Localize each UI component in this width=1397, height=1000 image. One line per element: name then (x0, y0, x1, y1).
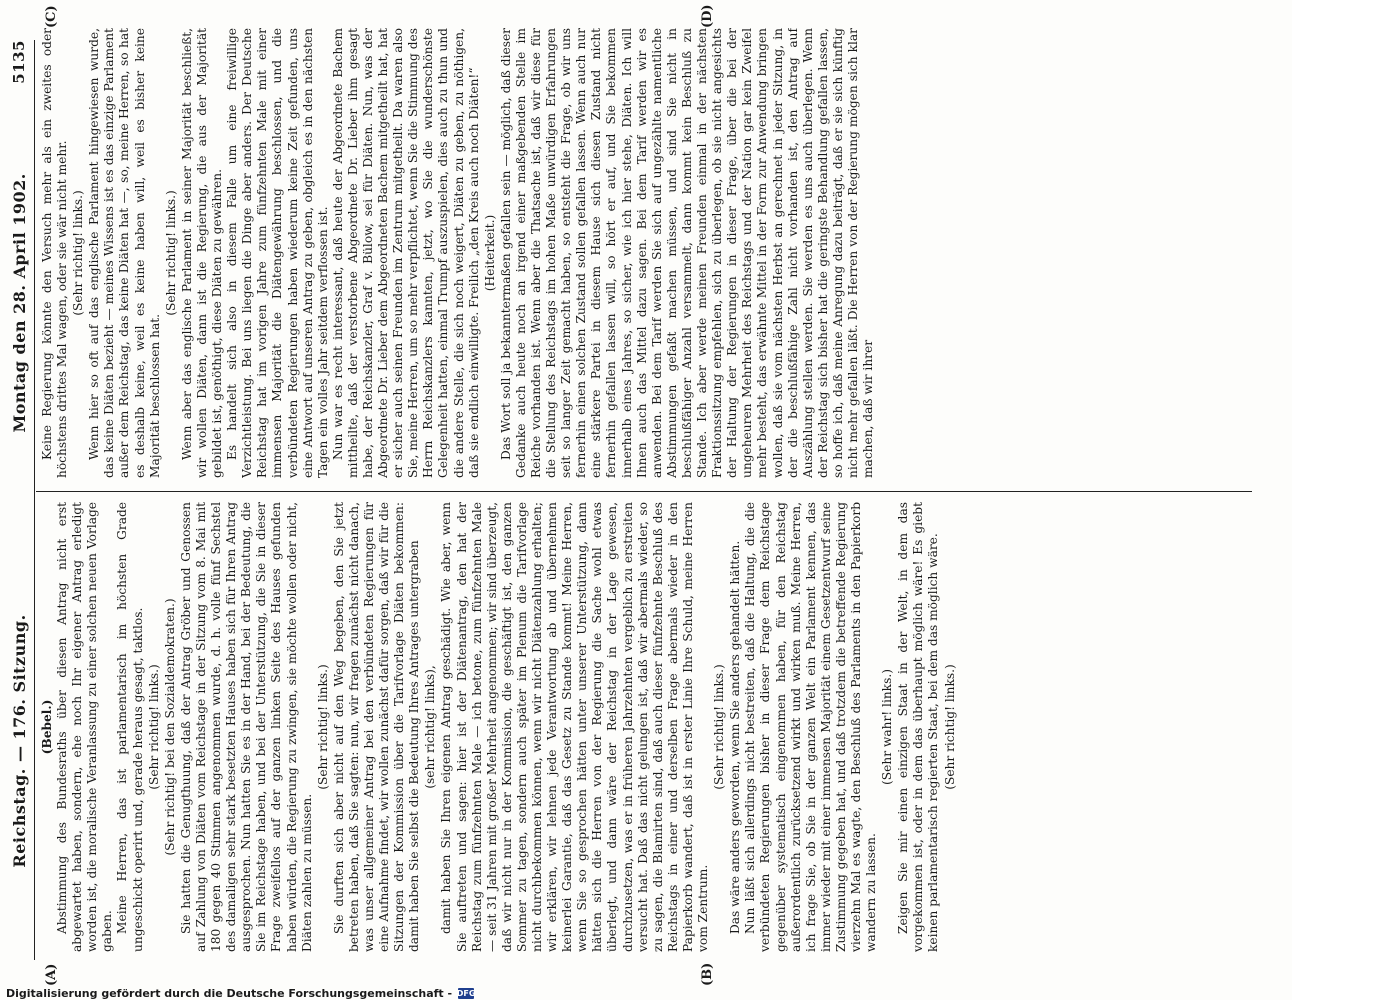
interjection: (Sehr richtig! links.) (942, 664, 957, 790)
paragraph: Das wäre anders geworden, wenn Sie anders gehandelt hätten. (728, 540, 743, 934)
margin-mark-a: (A) (44, 963, 59, 986)
page-number: 5135 (10, 40, 28, 84)
interjection: (Sehr richtig! bei den Sozialdemokraten.) (162, 598, 177, 856)
footer (0, 986, 1397, 1000)
dfg-logo-icon: DFG (456, 988, 476, 998)
footer-text: Digitalisierung gefördert durch die Deutsche Forschungsgemeinschaft - (6, 986, 453, 1000)
interjection: (Sehr wahr! links.) (880, 669, 895, 785)
margin-mark-b: (B) (700, 962, 715, 986)
paragraph: Nun war es recht interessant, daß heute der Abgeordnete Bachem mittheilte, daß der verstorbene Abgeordnete Dr. Lieber ihm gesagt habe, der Reichskanzler, Graf v. Bülow, sei für Diäten. Nun, was der Abgeordnete Dr. Lieber dem Abgeordneten Bachem mitgetheilt hat, hat er sicher auch seinen Freunden im Zentrum mitgetheilt. Da waren also Sie, meine Herren, um so mehr verpflichtet, wenn Sie die Stimmung des Herrn Reichskanzlers kannten, jetzt, wo Sie die wunderschönste Gelegenheit hatten, einmal Trumpf auszuspielen, dies auch zu thun und die andere Stelle, die sich noch weigert, Diäten zu geben, zu nöthigen, daß sie endlich einwilligte. Freilich „den Kreis auch noch Diäten!“ (330, 28, 481, 478)
header-rule (34, 40, 35, 960)
interjection: (Sehr richtig! links.) (712, 664, 727, 790)
interjection: (Sehr richtig! links.) (146, 664, 161, 790)
margin-mark-c: (C) (44, 5, 59, 28)
paragraph: Wenn hier so oft auf das englische Parlament hingewiesen wurde, das keine Diäten bezieht — meines Wissens ist es das einzige Parlament außer dem Reichstag, das keine Diäten hat —, so, meine Herren, so hat es deshalb keine, weil es keine haben will, weil es bisher keine Majorität beschlossen hat. (87, 28, 162, 478)
paragraph: Wenn aber das englische Parlament in seiner Majorität beschließt, wir wollen Diäten, dann ist die Regierung, die aus der Majorität gebildet ist, genöthigt, diese Diäten zu gewähren. (179, 28, 225, 478)
paragraph: Keine Regierung könnte den Versuch mehr als ein zweites oder höchstens drittes Mal wagen, oder sie wär nicht mehr. (40, 28, 70, 478)
interjection: (sehr richtig! links), (423, 665, 438, 789)
right-column (40, 28, 1252, 478)
left-column (40, 502, 1252, 952)
interjection: (Heiterkeit.) (482, 214, 497, 292)
page-header (6, 40, 32, 960)
margin-mark-d: (D) (700, 4, 715, 28)
paragraph: Zeigen Sie mir einen einzigen Staat in der Welt, in dem das vorgekommen ist, oder in dem das überhaupt möglich wäre! Es giebt keinen parlamentarisch regierten Staat, bei dem das möglich wäre. (896, 502, 941, 952)
interjection: (Sehr richtig! links.) (315, 664, 330, 790)
paragraph: damit haben Sie Ihren eigenen Antrag geschädigt. Wie aber, wenn Sie auftreten und sagen: hier ist der Diätenantrag, den hat der Reichstag zum fünfzehnten Male — ich betone, zum fünfzehnten Male — seit 31 Jahren mit großer Mehrheit angenommen; wir sind überzeugt, daß wir nicht nur in der Kommission, die geschäftigt ist, den ganzen Sommer zu tagen, sondern auch später im Plenum die Tarifvorlage nicht durchbekommen können, wenn wir nicht Diätenzahlung erhalten; wir erklären, wir lehnen jede Verantwortung ab und übernehmen keinerlei Garantie, daß das Gesetz zu Stande kommt! Meine Herren, wenn Sie so gesprochen hätten unter unserer Unterstützung, dann hätten sich die Herren von der Regierung die Sache wohl etwas überlegt, und dann wäre der Reichstag in der Lage gewesen, durchzusetzen, was er in früheren Jahrzehnten vergeblich zu erstreiten versucht hat. Daß das nicht gelungen ist, daß wir abermals wieder, so zu sagen, die Blamirten sind, daß auch dieser fünfzehnte Beschluß des Reichstags in einer und derselben Frage abermals wieder in den Papierkorb wandert, daß ist in erster Linie Ihre Schuld, meine Herren vom Zentrum. (439, 502, 711, 952)
header-left: Reichstag. — 176. Sitzung. (9, 614, 29, 868)
interjection: (Sehr richtig! links.) (71, 190, 86, 316)
paragraph: Sie durften sich aber nicht auf den Weg begeben, den Sie jetzt betreten haben, daß Sie sagten: nun, wir fragen zunächst nicht danach, was unser allgemeiner Antrag bei den verbündeten Regierungen für eine Aufnahme findet, wir wollen zunächst dafür sorgen, daß wir für die Sitzungen der Kommission über die Tarifvorlage Diäten bekommen: damit haben Sie selbst die Bedeutung Ihres Antrages untergraben (331, 502, 422, 952)
paragraph: Meine Herren, das ist parlamentarisch im höchsten Grade ungeschickt operirt und, gerade heraus gesagt, taktlos. (115, 502, 145, 952)
header-right: Montag den 28. April 1902. (9, 173, 29, 433)
interjection: (Sehr richtig! links.) (163, 190, 178, 316)
column-divider (36, 491, 1252, 492)
paragraph: Das Wort soll ja bekanntermaßen gefallen sein — möglich, daß dieser Gedanke auch heute noch an irgend einer maßgebenden Stelle im Reiche vorhanden ist. Wenn aber die Thatsache ist, daß wir diese für die Stellung des Reichstags im hohen Maße unwürdigen Erfahrungen seit so langer Zeit gemacht haben, so entsteht die Frage, ob wir uns fernerhin einen solchen Zustand sollen gefallen lassen. Wenn auch nur eine stärkere Partei in diesem Hause sich diesen Zustand nicht fernerhin gefallen lassen will, so hört er auf, und Sie bekommen innerhalb eines Jahres, so sicher, wie ich hier stehe, Diäten. Ich will Ihnen auch das Mittel dazu sagen. Bei dem Tarif werden wir es anwenden. Bei dem Tarif werden Sie sich auf ungezählte namentliche Abstimmungen gefaßt machen müssen, und sind Sie nicht in beschlußfähiger Anzahl versammelt, dann kommt kein Beschluß zu Stande. Ich aber werde meinen Freunden einmal in der nächsten Fraktionssitzung empfehlen, sich zu überlegen, ob sie nicht angesichts der Haltung der Regierungen in dieser Frage, über die bei der ungeheuren Mehrheit des Reichstags und der Nation gar kein Zweifel mehr besteht, das erwähnte Mittel in der Form zur Anwendung bringen wollen, daß sie vom nächsten Herbst an gerechnet in jeder Sitzung, in der die beschlußfähige Zahl nicht vorhanden ist, den Antrag auf Auszählung stellen werden. Sie werden es uns auch überlegen. Wenn der Reichstag sich bisher hat die geringste Behandlung gefallen lassen, so hoffe ich, daß meine Anregung dazu beiträgt, daß er sie sich künftig nicht mehr gefallen läßt. Die Herren von der Regierung mögen sich klar machen, daß wir ihrer (498, 28, 876, 478)
paragraph: Sie hatten die Genugthuung, daß der Antrag Gröber und Genossen auf Zahlung von Diäten vom Reichstage in der Sitzung vom 8. Mai mit 180 gegen 40 Stimmen angenommen wurde, d. h. volle fünf Sechstel des damaligen sehr stark besetzten Hauses haben sich für Ihren Antrag ausgesprochen. Nun hatten Sie es in der Hand, bei der Bedeutung, die Sie im Reichstage haben, und bei der Unterstützung, die Sie in dieser Frage zweifellos auf der ganzen linken Seite des Hauses gefunden haben würden, die Regierung zu zwingen, sie möchte wollen oder nicht, Diäten zahlen zu müssen. (178, 502, 314, 952)
speaker-name: (Bebel.) (40, 699, 54, 755)
paragraph: Nun läßt sich allerdings nicht bestreiten, daß die Haltung, die die verbündeten Regierungen bisher in dieser Frage dem Reichstage gegenüber systematisch eingenommen haben, für den Reichstag außerordentlich zurücksetzend wirkt und wirken muß. Meine Herren, ich frage Sie, ob Sie in der ganzen Welt ein Parlament kennen, das immer wieder mit einer immensen Majorität einem Gesetzentwurf seine Zustimmung gegeben hat, und daß trotzdem die betreffende Regierung vierzehn Mal es wagte, den Beschluß des Parlaments in den Papierkorb wandern zu lassen. (743, 502, 879, 952)
paragraph: Es handelt sich also in diesem Falle um eine freiwillige Verzichtleistung. Bei uns liegen die Dinge aber anders. Der Deutsche Reichstag hat im vorigen Jahre zum fünfzehnten Male mit einer immensen Majorität die Diätengewährung beschlossen, und die verbündeten Regierungen haben wiederum keine Zeit gefunden, uns eine Antwort auf unseren Antrag zu geben, obgleich es in den nächsten Tagen ein volles Jahr seitdem verflossen ist. (225, 28, 330, 478)
paragraph: Abstimmung des Bundesraths über diesen Antrag nicht erst abgewartet haben, sondern, ehe noch Ihr eigener Antrag erledigt worden ist, die moralische Veranlassung zu einer solchen neuen Vorlage gaben. (55, 502, 115, 952)
